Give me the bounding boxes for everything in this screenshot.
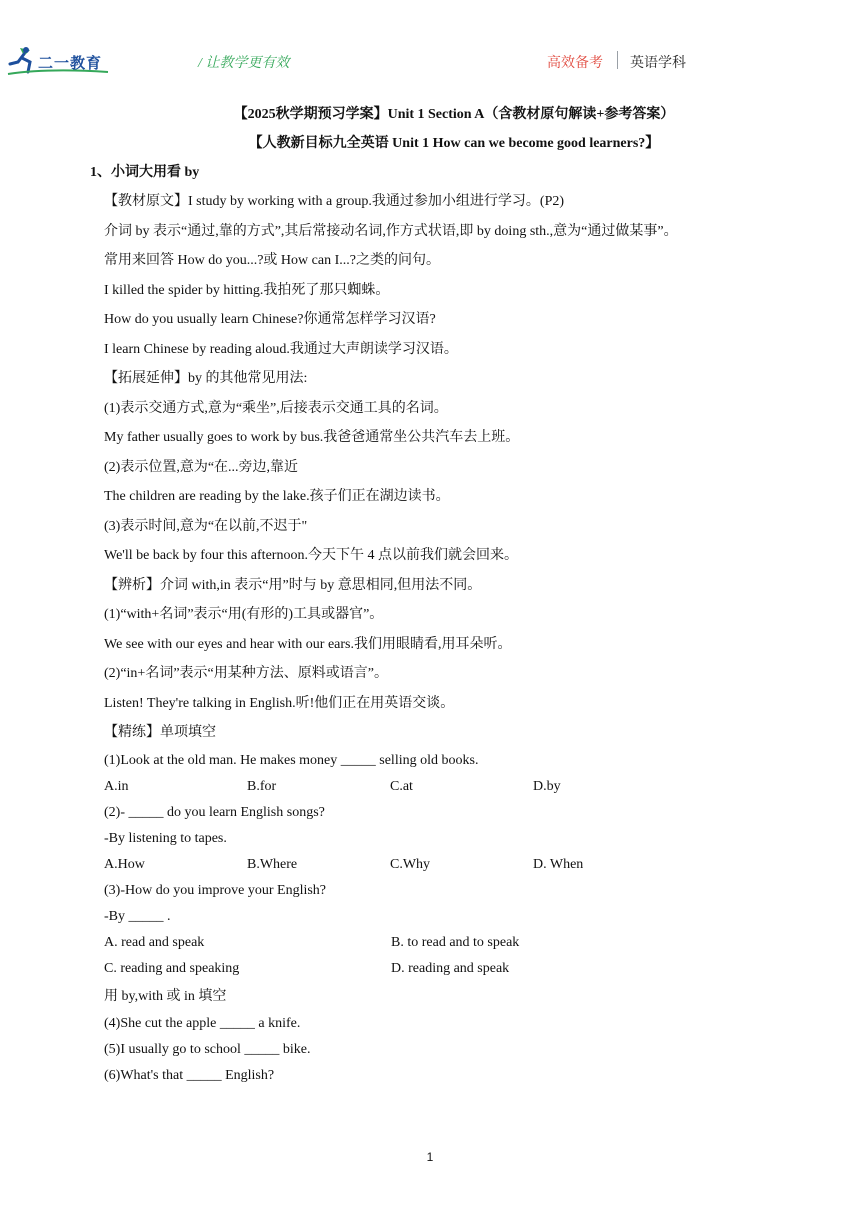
header-subject: 英语学科: [630, 56, 686, 71]
text-line: I learn Chinese by reading aloud.我通过大声朗读学习汉语。: [104, 341, 458, 357]
text-line: (3)表示时间,意为“在以前,不迟于": [104, 518, 308, 534]
option: D. When: [533, 856, 584, 872]
header-slogan: / 让教学更有效: [198, 56, 290, 71]
question-4: (4)She cut the apple _____ a knife.: [104, 1016, 301, 1031]
option: D. reading and speak: [391, 960, 510, 976]
option: C.Why: [390, 856, 431, 872]
question-3-options-row1: [104, 930, 804, 956]
text-line: 介词 by 表示“通过,靠的方式”,其后常接动名词,作方式状语,即 by doing sth.,意为“通过做某事”。: [104, 223, 678, 239]
question-3: (3)-How do you improve your English?: [104, 882, 327, 898]
text-line: (1)表示交通方式,意为“乘坐”,后接表示交通工具的名词。: [104, 400, 448, 416]
text-line: Listen! They're talking in English.听!他们正在用英语交谈。: [104, 695, 455, 711]
text-line: We'll be back by four this afternoon.今天下午 4 点以前我们就会回来。: [104, 548, 518, 563]
text-line: I killed the spider by hitting.我拍死了那只蜘蛛。: [104, 282, 390, 298]
question-3-answer: -By _____ .: [104, 908, 171, 924]
option: A.How: [104, 856, 145, 872]
text-line: 常用来回答 How do you...?或 How can I...?之类的问句。: [104, 253, 440, 268]
option: B.Where: [247, 856, 298, 872]
question-6: (6)What's that _____ English?: [104, 1068, 275, 1083]
text-line: How do you usually learn Chinese?你通常怎样学习汉语?: [104, 312, 436, 327]
question-1: (1)Look at the old man. He makes money _____ selling old books.: [104, 752, 479, 768]
text-line: 【教材原文】I study by working with a group.我通过参加小组进行学习。(P2): [104, 194, 565, 209]
option: C.at: [390, 778, 413, 794]
text-line: 【拓展延伸】by 的其他常见用法:: [104, 371, 308, 386]
question-2: (2)- _____ do you learn English songs?: [104, 804, 325, 820]
question-1-options: [104, 774, 804, 800]
option: D.by: [533, 778, 561, 794]
document-body: [90, 104, 804, 1089]
section-heading: 1、小词大用看 by: [90, 165, 200, 180]
page-header: [0, 0, 860, 90]
text-line: (1)“with+名词”表示“用(有形的)工具或器官”。: [104, 607, 384, 622]
text-line: My father usually goes to work by bus.我爸爸通常坐公共汽车去上班。: [104, 430, 520, 445]
header-prep: 高效备考: [547, 56, 603, 71]
fill-blank-title: 用 by,with 或 in 填空: [104, 988, 227, 1004]
document-subtitle: 【人教新目标九全英语 Unit 1 How can we become good learners?】: [248, 136, 660, 151]
text-line: 【辨析】介词 with,in 表示“用”时与 by 意思相同,但用法不同。: [104, 577, 482, 593]
option: A. read and speak: [104, 934, 205, 950]
text-line: (2)表示位置,意为“在...旁边,靠近: [104, 459, 299, 475]
text-line: We see with our eyes and hear with our ears.我们用眼睛看,用耳朵听。: [104, 636, 512, 652]
question-2-answer: -By listening to tapes.: [104, 830, 227, 846]
option: B.for: [247, 778, 277, 794]
page-number: 1: [426, 1150, 434, 1164]
question-2-options: [104, 852, 804, 878]
text-line: (2)“in+名词”表示“用某种方法、原料或语言”。: [104, 666, 388, 681]
question-5: (5)I usually go to school _____ bike.: [104, 1042, 311, 1057]
option: C. reading and speaking: [104, 960, 240, 976]
text-line: The children are reading by the lake.孩子们正在湖边读书。: [104, 489, 450, 504]
option: B. to read and to speak: [391, 934, 520, 950]
question-3-options-row2: [104, 956, 804, 982]
document-title: 【2025秋学期预习学案】Unit 1 Section A（含教材原句解读+参考答案）: [233, 107, 675, 122]
logo-text: 二一教育: [38, 54, 103, 72]
option: A.in: [104, 778, 129, 794]
text-line: 【精练】单项填空: [104, 725, 216, 740]
header-divider: [617, 51, 618, 69]
